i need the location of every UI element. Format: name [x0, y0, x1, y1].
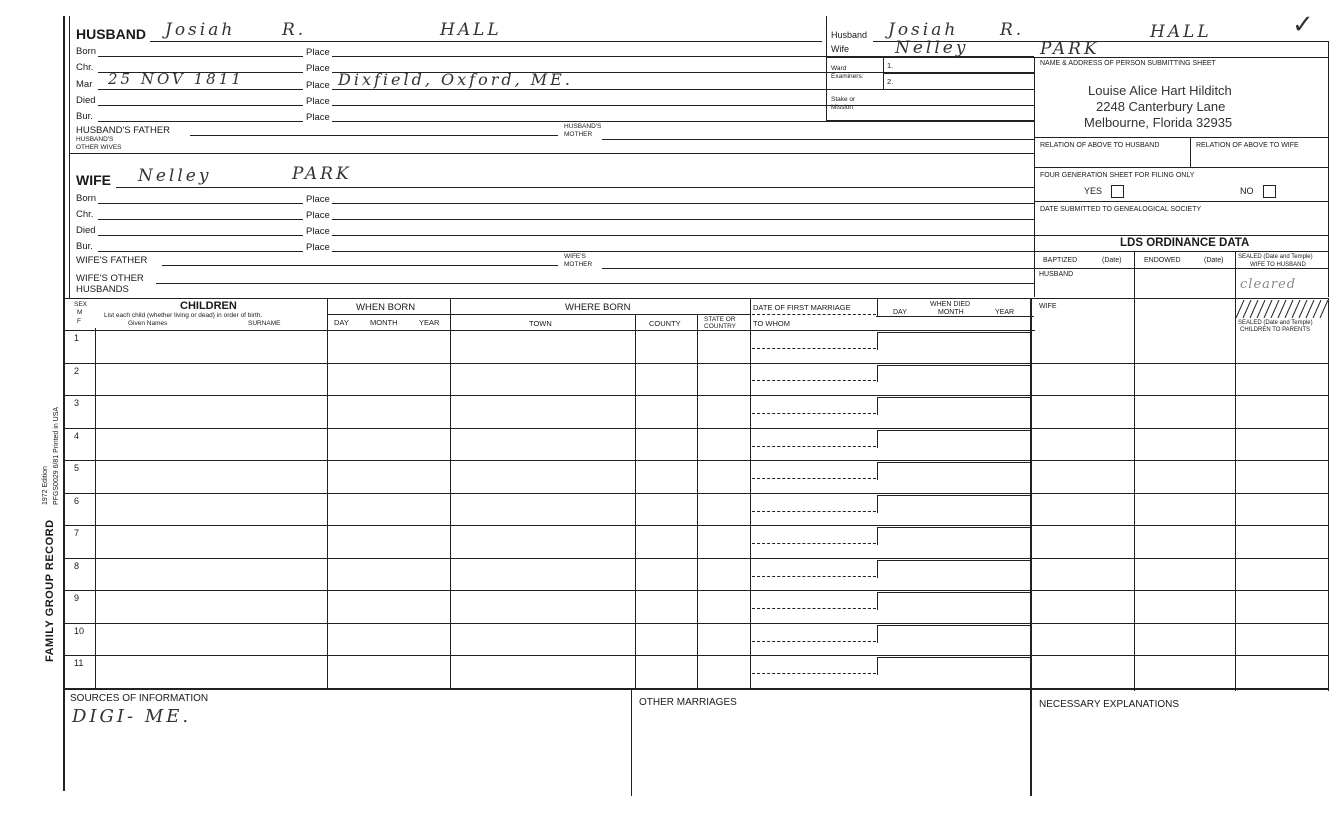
first-marriage-dash [752, 314, 876, 315]
examiner-1-line [883, 73, 1034, 74]
wife-surname: PARK [292, 164, 352, 184]
husband-name-line [150, 41, 822, 42]
wife-born-label: Born [76, 193, 97, 204]
examiner-1[interactable]: 1. [887, 61, 894, 70]
husband-mother-label-2: MOTHER [564, 131, 593, 138]
husband-bur-label: Bur. [76, 111, 93, 122]
died-year: YEAR [995, 309, 1015, 316]
child-marriage-dash[interactable] [752, 348, 876, 349]
child-died-divider [877, 527, 878, 545]
where-state-2: COUNTRY [704, 323, 737, 330]
lds-sealed-children-2: CHILDREN TO PARENTS [1240, 327, 1311, 333]
summary-husband-middle: R. [1000, 20, 1025, 40]
children-m-label: M [77, 309, 83, 316]
child-died-line[interactable] [877, 365, 1030, 366]
where-state-1: STATE OR [704, 316, 736, 323]
wife-bur-line[interactable] [98, 251, 303, 252]
date-submitted-label: DATE SUBMITTED TO GENEALOGICAL SOCIETY [1040, 206, 1202, 213]
husband-mar-label: Mar [76, 79, 93, 90]
husband-bur-place-label: Place [306, 112, 330, 123]
wife-name-line [116, 187, 1034, 188]
husband-born-line[interactable] [98, 56, 303, 57]
child-marriage-dash[interactable] [752, 380, 876, 381]
other-marriages-label: OTHER MARRIAGES [639, 697, 737, 708]
ward-label-1: Ward [831, 65, 847, 72]
lds-header-bottom [1034, 268, 1328, 269]
husband-mother-line[interactable] [602, 139, 1034, 140]
wife-other-husbands-2: HUSBANDS [76, 284, 129, 295]
died-header-bottom [876, 316, 1034, 317]
child-marriage-dash[interactable] [752, 673, 876, 674]
lds-husband-row: HUSBAND [1039, 271, 1074, 278]
lds-title-bottom [1034, 251, 1328, 252]
lds-endowed-date: (Date) [1204, 257, 1224, 264]
child-died-divider [877, 625, 878, 643]
col-town [635, 314, 636, 688]
child-died-line[interactable] [877, 397, 1030, 398]
wife-label: WIFE [76, 172, 111, 188]
col-died-header [877, 298, 878, 316]
child-died-line[interactable] [877, 332, 1030, 333]
lds-sealed-children-1: SEALED (Date and Temple) [1238, 320, 1313, 326]
husband-father-line[interactable] [190, 135, 558, 136]
husband-died-line[interactable] [98, 105, 303, 106]
husband-died-place-label: Place [306, 96, 330, 107]
footer-top [63, 688, 1329, 690]
wife-other-husbands-1: WIFE'S OTHER [76, 273, 144, 284]
child-marriage-dash[interactable] [752, 543, 876, 544]
no-label: NO [1240, 186, 1254, 196]
child-row-line [63, 558, 1329, 559]
child-row-number: 10 [74, 625, 85, 636]
children-when-born: WHEN BORN [356, 302, 416, 313]
husband-died-label: Died [76, 95, 96, 106]
wife-born-place-label: Place [306, 194, 330, 205]
where-town: TOWN [529, 319, 552, 328]
husband-mar-place-label: Place [306, 80, 330, 91]
child-row-number: 7 [74, 528, 80, 539]
child-row-line [63, 428, 1329, 429]
lds-sealed-1: SEALED (Date and Temple) [1238, 254, 1313, 260]
husband-bur-place-line[interactable] [332, 121, 1034, 122]
wife-father-label: WIFE'S FATHER [76, 255, 148, 266]
inner-left-border [69, 16, 70, 298]
submitter-label: NAME & ADDRESS OF PERSON SUBMITTING SHEET [1040, 60, 1216, 67]
left-border [63, 16, 65, 791]
child-died-line[interactable] [877, 657, 1030, 658]
wife-father-line[interactable] [162, 265, 558, 266]
check-mark-icon: ✓ [1292, 10, 1317, 40]
lds-right-border [1328, 298, 1329, 691]
died-month: MONTH [938, 309, 964, 316]
husband-father-label: HUSBAND'S FATHER [76, 125, 171, 136]
child-died-divider [877, 657, 878, 675]
submitter-street: 2248 Canterbury Lane [1096, 99, 1226, 114]
lds-baptized: BAPTIZED [1043, 257, 1078, 264]
husband-chr-place-label: Place [306, 63, 330, 74]
relation-divider [1190, 137, 1191, 167]
child-died-divider [877, 495, 878, 513]
yes-label: YES [1084, 186, 1103, 196]
died-day: DAY [893, 309, 907, 316]
child-row-line [63, 623, 1329, 624]
child-died-line[interactable] [877, 592, 1030, 593]
wife-other-husbands-line[interactable] [156, 283, 1034, 284]
husband-bur-line[interactable] [98, 121, 303, 122]
lds-sealed-2: WIFE TO HUSBAND [1250, 262, 1306, 268]
wife-died-label: Died [76, 225, 96, 236]
children-instructions: List each child (whether living or dead) in order of birth. [104, 312, 263, 319]
husband-other-wives-2: OTHER WIVES [76, 144, 122, 151]
submitter-box-bottom [1034, 137, 1328, 138]
husband-label: HUSBAND [76, 26, 146, 42]
sources-label: SOURCES OF INFORMATION [70, 693, 209, 704]
wife-born-place-line[interactable] [332, 203, 1034, 204]
four-gen-label: FOUR GENERATION SHEET FOR FILING ONLY [1040, 172, 1195, 179]
lds-husband-bottom [1034, 298, 1328, 299]
when-born-divider [328, 314, 450, 315]
date-submitted-bottom [1034, 235, 1328, 236]
lds-cleared: cleared [1240, 277, 1297, 292]
form-edition: 1972 Edition [42, 466, 49, 505]
summary-box-bottom [826, 120, 1034, 121]
wife-bur-place-line[interactable] [332, 251, 1034, 252]
born-year: YEAR [419, 318, 440, 327]
wife-mother-label-2: MOTHER [564, 261, 593, 268]
summary-left-border [826, 16, 827, 120]
child-row-number: 11 [74, 658, 84, 669]
child-died-divider [877, 430, 878, 448]
right-panel-right-border [1328, 41, 1329, 297]
child-row-number: 3 [74, 398, 80, 409]
col-died-right [1030, 298, 1032, 796]
form-code: PFGS0029 6/81 Printed in USA [53, 406, 60, 505]
lds-hatch-pattern [1236, 300, 1328, 318]
lds-wife-row: WIFE [1039, 303, 1057, 310]
where-county: COUNTY [649, 319, 681, 328]
child-died-divider [877, 365, 878, 383]
stake-label-2: Mission [831, 104, 854, 111]
children-given-names: Given Names [128, 320, 168, 327]
where-born-divider [450, 314, 750, 315]
wife-bur-place-label: Place [306, 242, 330, 253]
child-marriage-dash[interactable] [752, 478, 876, 479]
child-row-line [63, 590, 1329, 591]
to-whom-label: TO WHOM [753, 319, 790, 328]
born-day: DAY [334, 318, 349, 327]
right-panel-left-border [1034, 57, 1035, 297]
husband-mar-line[interactable] [98, 89, 303, 90]
husband-mar-place: Dixfield, Oxford, ME. [338, 70, 573, 89]
husband-surname: HALL [440, 20, 502, 40]
stake-label-1: Stake or [831, 96, 856, 103]
child-row-number: 4 [74, 430, 80, 441]
child-row-line [63, 493, 1329, 494]
husband-mar-date: 25 NOV 1811 [108, 70, 244, 88]
wife-mother-label-1: WIFE'S [564, 253, 586, 260]
husband-chr-label: Chr. [76, 62, 94, 73]
children-surname: SURNAME [248, 320, 281, 327]
summary-wife-given: Nelley [895, 38, 969, 58]
husband-given: Josiah [165, 20, 236, 40]
husband-died-place-line[interactable] [332, 105, 1034, 106]
children-table-top [63, 298, 1035, 299]
lds-endowed: ENDOWED [1144, 257, 1181, 264]
child-died-divider [877, 462, 878, 480]
submitter-city: Melbourne, Florida 32935 [1084, 115, 1233, 130]
husband-born-place-label: Place [306, 47, 330, 58]
husband-middle: R. [282, 20, 307, 40]
relation-wife-label: RELATION OF ABOVE TO WIFE [1196, 142, 1299, 149]
child-row-number: 1 [74, 333, 80, 343]
wife-mother-line[interactable] [602, 268, 1034, 269]
ward-label-2: Examiners: [831, 73, 864, 80]
child-died-line[interactable] [877, 430, 1030, 431]
summary-husband-surname: HALL [1150, 22, 1212, 42]
husband-mother-label-1: HUSBAND'S [564, 123, 602, 130]
child-marriage-dash[interactable] [752, 608, 876, 609]
four-gen-bottom [1034, 201, 1328, 202]
col-sex [95, 328, 96, 688]
wife-chr-place-label: Place [306, 210, 330, 221]
yes-checkbox[interactable] [1111, 185, 1124, 198]
child-row-line [63, 525, 1329, 526]
wife-chr-line[interactable] [98, 219, 303, 220]
husband-mar-place-line[interactable] [332, 89, 1034, 90]
summary-husband-label: Husband [831, 30, 868, 40]
wife-given: Nelley [138, 166, 212, 186]
form-side-title: FAMILY GROUP RECORD [44, 519, 56, 662]
footer-divider-1 [631, 688, 632, 796]
child-row-number: 6 [74, 495, 80, 506]
summary-wife-label: Wife [831, 44, 849, 54]
wife-died-place-label: Place [306, 226, 330, 237]
children-where-born: WHERE BORN [565, 302, 631, 313]
born-month: MONTH [370, 318, 398, 327]
child-marriage-dash[interactable] [752, 413, 876, 414]
lds-col-1 [1134, 251, 1135, 691]
sources-value: DIGI- ME. [72, 706, 192, 727]
husband-other-wives-1: HUSBAND'S [76, 136, 114, 143]
child-row-line [63, 655, 1329, 656]
child-died-line[interactable] [877, 462, 1030, 463]
child-died-line[interactable] [877, 527, 1030, 528]
relation-husband-label: RELATION OF ABOVE TO HUSBAND [1040, 142, 1160, 149]
wife-died-line[interactable] [98, 235, 303, 236]
examiner-2[interactable]: 2. [887, 77, 894, 86]
wife-died-place-line[interactable] [332, 235, 1034, 236]
husband-born-label: Born [76, 46, 97, 57]
children-sex-label: SEX [74, 301, 88, 308]
first-marriage-label: DATE OF FIRST MARRIAGE [753, 303, 851, 312]
relation-box-bottom [1034, 167, 1328, 168]
husband-section-bottom [69, 153, 1034, 154]
child-row-number: 5 [74, 463, 80, 474]
wife-chr-label: Chr. [76, 209, 94, 220]
child-row-line [63, 363, 1329, 364]
child-row-number: 9 [74, 593, 80, 604]
submitter-name: Louise Alice Hart Hilditch [1088, 83, 1232, 98]
child-died-line[interactable] [877, 560, 1030, 561]
child-marriage-dash[interactable] [752, 446, 876, 447]
child-marriage-dash[interactable] [752, 641, 876, 642]
col-county [697, 314, 698, 688]
no-checkbox[interactable] [1263, 185, 1276, 198]
child-row-line [63, 395, 1329, 396]
child-row-number: 2 [74, 365, 80, 376]
when-died-label: WHEN DIED [930, 301, 971, 308]
summary-husband-given: Josiah [888, 20, 959, 40]
child-died-line[interactable] [877, 625, 1030, 626]
child-died-divider [877, 560, 878, 578]
children-title: CHILDREN [180, 300, 237, 312]
wife-chr-place-line[interactable] [332, 219, 1034, 220]
children-header-bottom [63, 330, 1035, 331]
children-f-label: F [77, 318, 81, 325]
child-row-number: 8 [74, 560, 80, 571]
child-died-divider [877, 332, 878, 350]
child-died-divider [877, 397, 878, 415]
explanations-label: NECESSARY EXPLANATIONS [1039, 699, 1180, 710]
wife-bur-label: Bur. [76, 241, 93, 252]
child-died-line[interactable] [877, 495, 1030, 496]
child-row-line [63, 460, 1329, 461]
child-died-divider [877, 592, 878, 610]
child-marriage-dash[interactable] [752, 576, 876, 577]
lds-baptized-date: (Date) [1102, 257, 1122, 264]
lds-title: LDS ORDINANCE DATA [1120, 237, 1250, 249]
summary-wife-surname: PARK [1040, 39, 1100, 59]
child-marriage-dash[interactable] [752, 511, 876, 512]
wife-born-line[interactable] [98, 203, 303, 204]
